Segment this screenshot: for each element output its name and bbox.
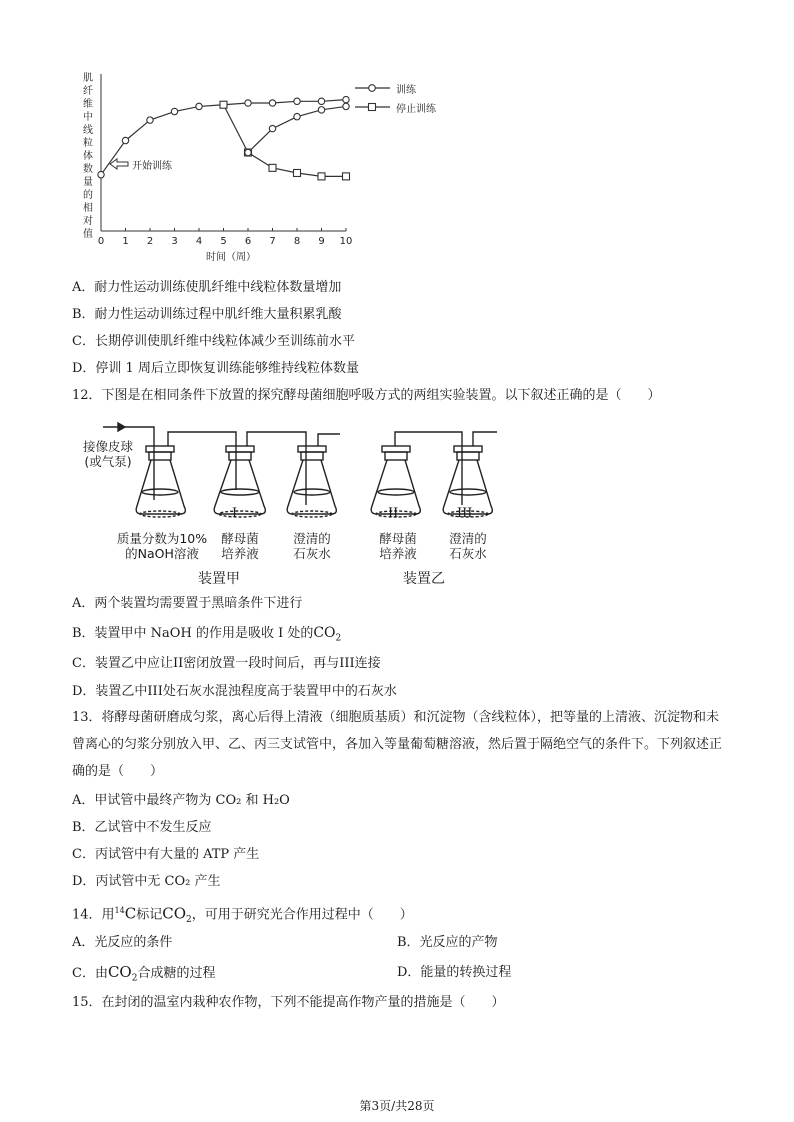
q12-option-c: C．装置乙中应让II密闭放置一段时间后，再与III连接 bbox=[72, 656, 381, 671]
data-point-square bbox=[318, 173, 325, 180]
q14-option-c-post: 合成糖的过程 bbox=[137, 966, 216, 981]
q13-option-d: D．丙试管中无 CO₂ 产生 bbox=[72, 874, 221, 889]
q13-option-b: B．乙试管中不发生反应 bbox=[72, 820, 212, 835]
data-point-circle bbox=[171, 108, 177, 114]
legend-label-train: 训练 bbox=[396, 85, 416, 96]
q13-option-a: A．甲试管中最终产物为 CO₂ 和 H₂O bbox=[72, 793, 290, 808]
data-point-circle bbox=[196, 103, 202, 109]
device-a-label: 装置甲 bbox=[198, 571, 240, 587]
chart-x-axis-label: 时间（周） bbox=[206, 252, 256, 263]
q13-stem: 13．将酵母菌研磨成匀浆，离心后得上清液（细胞质基质）和沉淀物（含线粒体），把等量的上清液、沉淀物和未曾离心的匀浆分别放入甲、乙、丙三支试管中，各加入等量葡萄糖溶液，然后置于隔绝空气的条件下。下列叙述正确的是（ ） bbox=[72, 710, 723, 779]
x-tick-label: 10 bbox=[339, 236, 353, 247]
q12-option-b-sub: 2 bbox=[335, 633, 342, 644]
q14-option-c-pre: C．由 bbox=[72, 966, 108, 981]
q11-option-a: A．耐力性运动训练使肌纤维中线粒体数量增加 bbox=[72, 280, 342, 295]
x-tick-label: 4 bbox=[195, 236, 203, 247]
start-arrow-icon bbox=[110, 159, 128, 169]
roman-label-3: III bbox=[457, 506, 473, 521]
q14-stem-post: ，可用于研究光合作用过程中（ ） bbox=[191, 907, 413, 923]
series-line-1 bbox=[224, 105, 347, 177]
q14-stem-pre: 14．用 bbox=[72, 907, 115, 923]
limewater-flask-label-2: 澄清的 石灰水 bbox=[449, 531, 487, 561]
limewater-flask-label-1: 澄清的 石灰水 bbox=[293, 531, 331, 561]
data-point-circle bbox=[343, 96, 349, 102]
q11-option-d: D．停训 1 周后立即恢复训练能够维持线粒体数量 bbox=[72, 361, 359, 376]
data-point-circle bbox=[269, 100, 275, 106]
yeast-flask-label-1: 酵母菌 培养液 bbox=[221, 531, 259, 561]
data-point-circle bbox=[147, 117, 153, 123]
q11-option-c: C．长期停训使肌纤维中线粒体减少至训练前水平 bbox=[72, 334, 355, 349]
x-tick-label: 2 bbox=[146, 236, 154, 247]
q12-option-b-text: B．装置甲中 NaOH 的作用是吸收 I 处的 bbox=[72, 626, 314, 641]
data-point-circle bbox=[269, 125, 275, 131]
legend-square-marker bbox=[369, 104, 376, 111]
q12-option-d: D．装置乙中III处石灰水混浊程度高于装置甲中的石灰水 bbox=[72, 684, 397, 699]
q14-option-b: B．光反应的产物 bbox=[397, 935, 498, 950]
q14-option-c-sub: 2 bbox=[131, 973, 138, 984]
flask-2 bbox=[287, 446, 336, 517]
q14-stem bbox=[72, 902, 413, 929]
q12-option-b-chem: CO bbox=[313, 625, 336, 641]
q14-c: C bbox=[124, 904, 137, 923]
data-point-square bbox=[220, 101, 227, 108]
data-point-circle bbox=[245, 100, 251, 106]
q14-option-c-chem: CO bbox=[107, 963, 132, 981]
page-footer: 第3页/共28页 bbox=[359, 1099, 435, 1113]
legend bbox=[355, 85, 390, 111]
annotation-start-training: 开始训练 bbox=[132, 161, 172, 172]
x-tick-label: 5 bbox=[220, 236, 227, 247]
x-tick-label: 7 bbox=[269, 236, 276, 247]
data-point-square bbox=[269, 164, 276, 171]
legend-circle-marker bbox=[369, 85, 376, 92]
q12-option-a: A．两个装置均需要置于黑暗条件下进行 bbox=[72, 596, 303, 611]
data-point-circle bbox=[294, 113, 300, 119]
data-point-circle bbox=[318, 107, 324, 113]
q14-chem: CO bbox=[162, 904, 187, 923]
q11-option-b: B．耐力性运动训练过程中肌纤维大量积累乳酸 bbox=[72, 307, 342, 322]
roman-label-1: I bbox=[232, 506, 238, 521]
roman-label-2: II bbox=[388, 506, 399, 521]
q12-option-b bbox=[72, 624, 341, 648]
q14-option-c bbox=[72, 963, 215, 988]
q15-stem: 15．在封闭的温室内栽种农作物，下列不能提高作物产量的措施是（ ） bbox=[72, 995, 505, 1010]
flask-1 bbox=[214, 446, 265, 517]
data-point-circle bbox=[318, 98, 324, 104]
q14-stem-mid: 标记 bbox=[136, 907, 163, 923]
legend-label-stop: 停止训练 bbox=[396, 104, 436, 115]
data-point-circle bbox=[98, 171, 104, 177]
q12-stem: 12．下图是在相同条件下放置的探究酵母菌细胞呼吸方式的两组实验装置。以下叙述正确的是（ ） bbox=[72, 388, 661, 403]
q14-sup: 14 bbox=[114, 906, 125, 915]
x-tick-label: 0 bbox=[97, 236, 105, 247]
data-point-square bbox=[294, 169, 301, 176]
data-point-circle bbox=[245, 149, 251, 155]
yeast-flask-label-2: 酵母菌 培养液 bbox=[379, 531, 417, 561]
naoh-flask-label: 质量分数为10% 的NaOH溶液 bbox=[116, 531, 208, 561]
x-tick-label: 9 bbox=[318, 236, 325, 247]
x-tick-label: 1 bbox=[122, 236, 129, 247]
x-tick-label: 6 bbox=[244, 236, 252, 247]
q14-option-d: D．能量的转换过程 bbox=[397, 965, 512, 980]
data-point-circle bbox=[343, 103, 349, 109]
pump-label: 接像皮球 (或气泵) bbox=[82, 439, 133, 469]
line-chart bbox=[0, 0, 794, 270]
data-point-circle bbox=[122, 137, 128, 143]
device-b-label: 装置乙 bbox=[403, 571, 445, 587]
q14-chem-sub: 2 bbox=[186, 914, 192, 925]
chart-y-axis-label: 肌纤维中线粒体数量的相对值 bbox=[83, 73, 93, 240]
x-tick-label: 3 bbox=[171, 236, 178, 247]
data-point-circle bbox=[294, 98, 300, 104]
q13-option-c: C．丙试管中有大量的 ATP 产生 bbox=[72, 847, 260, 862]
x-tick-label: 8 bbox=[293, 236, 301, 247]
data-point-square bbox=[343, 173, 350, 180]
q14-option-a: A．光反应的条件 bbox=[72, 935, 173, 950]
